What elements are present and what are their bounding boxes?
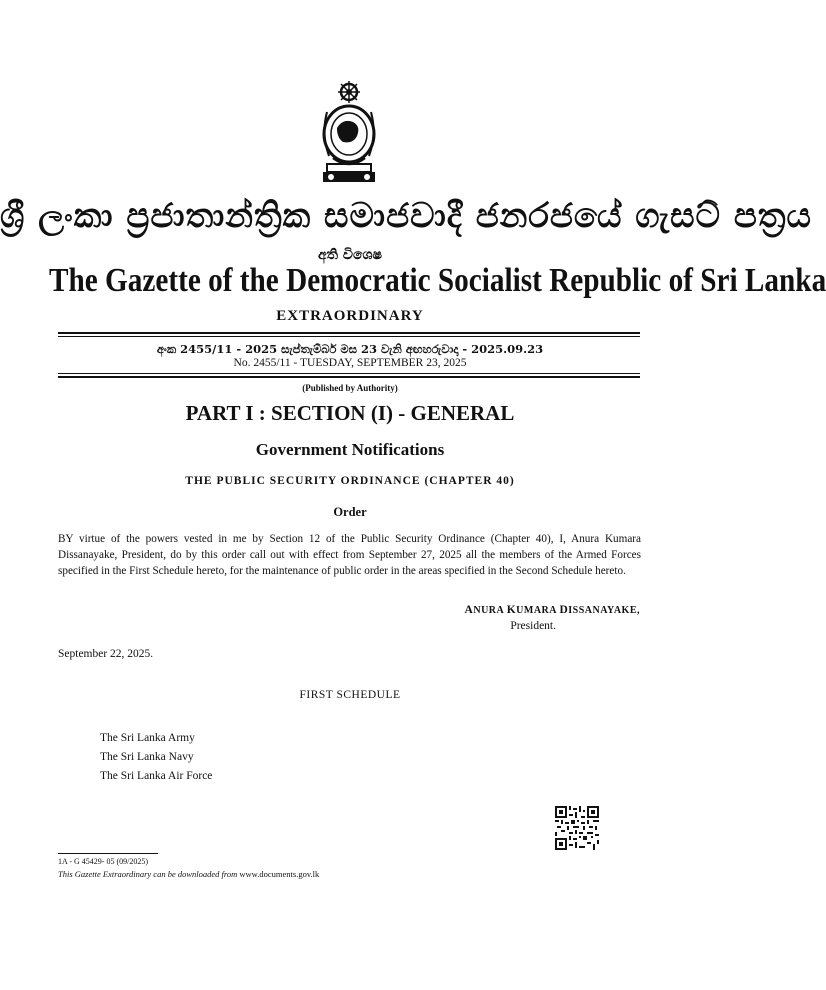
list-item: The Sri Lanka Navy	[100, 751, 194, 763]
header-rule-bottom	[58, 376, 640, 378]
header-rule-top-thin	[58, 336, 640, 337]
sinhala-gazette-title: ශ්‍රී ලංකා ප්‍රජාතාන්ත්‍රික සමාජවාදී ජනරජයේ ගැසට් පත්‍රය	[0, 196, 812, 236]
sinhala-extraordinary-label: අති විශෙෂ	[318, 247, 382, 263]
download-link[interactable]: www.documents.gov.lk	[239, 869, 320, 879]
order-heading: Order	[333, 505, 367, 519]
header-rule-bottom-thin	[58, 373, 640, 374]
section-heading: Government Notifications	[255, 440, 445, 459]
footer-download-note: This Gazette Extraordinary can be downloaded from www.documents.gov.lk	[58, 869, 320, 879]
list-item: The Sri Lanka Air Force	[100, 770, 213, 782]
ordinance-heading: THE PUBLIC SECURITY ORDINANCE (CHAPTER 40)	[185, 475, 515, 487]
extraordinary-label: EXTRAORDINARY	[276, 308, 424, 324]
signatory-title: President.	[510, 620, 556, 632]
footer-code: 1A - G 45429- 05 (09/2025)	[58, 857, 148, 866]
national-emblem-icon	[313, 78, 385, 184]
list-item: The Sri Lanka Army	[100, 732, 195, 744]
part-heading: PART I : SECTION (I) - GENERAL	[185, 401, 515, 425]
english-gazette-title: The Gazette of the Democratic Socialist Republic of Sri Lanka	[49, 262, 826, 299]
header-rule-top	[58, 332, 640, 334]
order-body-text: BY virtue of the powers vested in me by Section 12 of the Public Security Ordinance (Chapter 40), I, Anura Kumara Dissanayake, President, do by this order call out with effect from September 27, 2025 all the members of the Armed Forces specified in the First Schedule hereto, for the maintenance of public order in the areas specified in the Second Schedule hereto.	[58, 533, 641, 577]
qr-code-icon[interactable]	[555, 806, 599, 850]
issue-line-english: No. 2455/11 - TUESDAY, SEPTEMBER 23, 2025	[233, 357, 467, 369]
schedule-heading: FIRST SCHEDULE	[299, 689, 401, 701]
published-by-authority: (Published by Authority)	[302, 383, 398, 393]
footer-rule	[58, 853, 158, 854]
signatory-name: ANURA KUMARA DISSANAYAKE,	[464, 604, 640, 616]
issue-line-sinhala: අංක 2455/11 - 2025 සැප්තැම්බර් මස 23 වැනි අඟහරුවාදා - 2025.09.23	[156, 342, 544, 356]
order-date: September 22, 2025.	[58, 648, 154, 660]
